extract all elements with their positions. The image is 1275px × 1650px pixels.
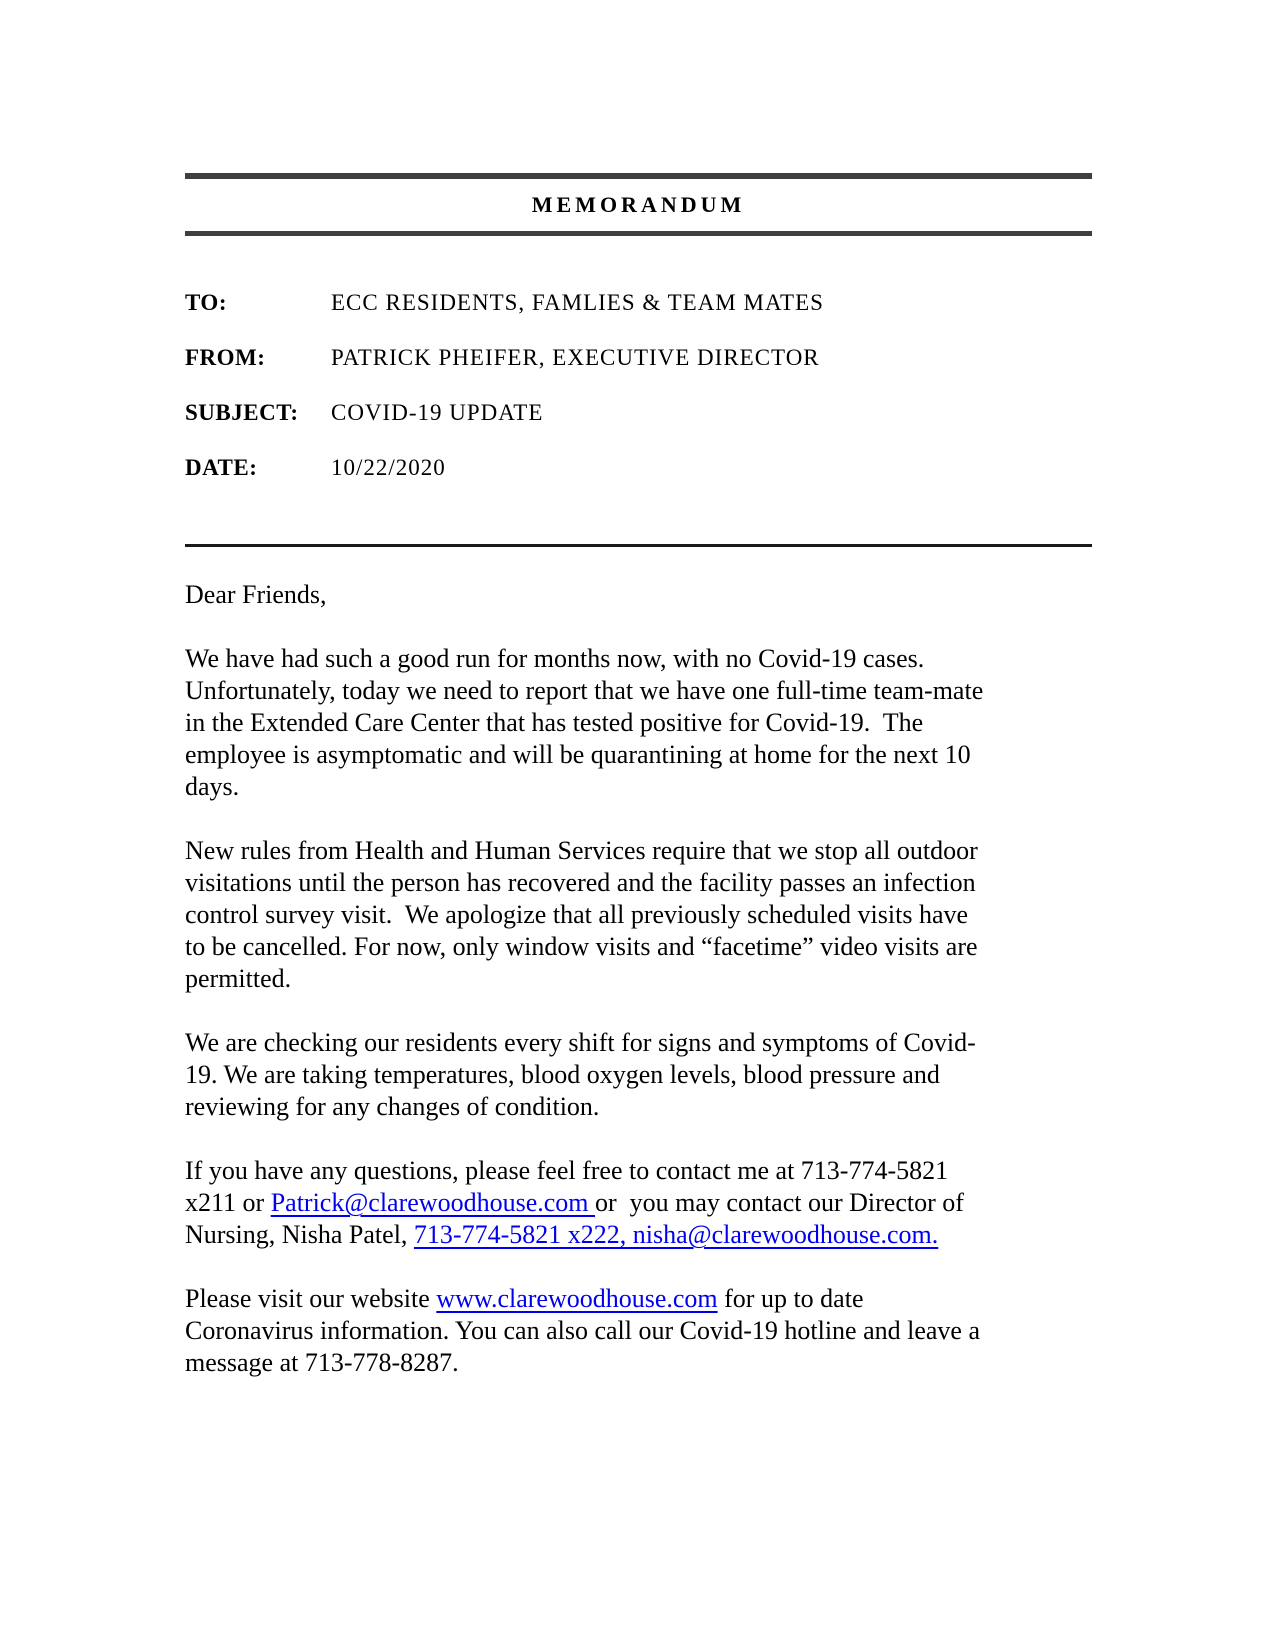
text-run: 19. We are taking temperatures, blood oxygen levels, blood pressure and [185,1060,940,1089]
memo-field-value: COVID-19 UPDATE [331,400,544,425]
text-line [185,899,1092,931]
text-line [185,771,1092,803]
memo-field-label: TO: [185,290,227,315]
text-run: permitted. [185,964,292,993]
paragraph [185,1283,1092,1379]
text-line [185,1283,1092,1315]
text-line [185,739,1092,771]
text-line [185,1027,1092,1059]
memorandum [185,173,1092,1411]
memo-field-row-subject [185,399,1092,427]
paragraph [185,643,1092,803]
text-run: to be cancelled. For now, only window visits and “facetime” video visits are [185,932,978,961]
text-run: x211 or [185,1188,271,1217]
memo-field-label: SUBJECT: [185,400,299,425]
text-run: or you may contact our Director of [595,1188,964,1217]
text-run: We are checking our residents every shift for signs and symptoms of Covid- [185,1028,976,1057]
text-line [185,1315,1092,1347]
header-rule-bottom [185,231,1092,236]
memo-body [185,579,1092,1379]
text-run: days. [185,772,240,801]
memo-field-value: ECC RESIDENTS, FAMLIES & TEAM MATES [331,290,824,315]
memo-header-fields [185,289,1092,482]
text-line [185,1347,1092,1379]
paragraph [185,835,1092,995]
text-line [185,1059,1092,1091]
text-run: in the Extended Care Center that has tested positive for Covid-19. The [185,708,924,737]
text-run: Dear Friends, [185,580,327,609]
paragraph [185,1155,1092,1251]
patrick-email-link[interactable]: Patrick@clarewoodhouse.com [270,1188,595,1217]
text-line [185,1219,1092,1251]
text-line [185,867,1092,899]
text-run: New rules from Health and Human Services require that we stop all outdoor [185,836,978,865]
text-run: employee is asymptomatic and will be quarantining at home for the next 10 [185,740,971,769]
memo-title: MEMORANDUM [531,192,746,217]
memo-field-row-date [185,454,1092,482]
paragraph [185,1027,1092,1123]
text-run: Unfortunately, today we need to report that we have one full-time team-mate [185,676,984,705]
memo-field-value: PATRICK PHEIFER, EXECUTIVE DIRECTOR [331,345,820,370]
memo-field-label: DATE: [185,455,258,480]
nursing-contact-link[interactable]: 713-774-5821 x222, nisha@clarewoodhouse.com. [413,1220,939,1249]
text-line [185,579,1092,611]
text-run: Nursing, Nisha Patel, [185,1220,414,1249]
website-link[interactable]: www.clarewoodhouse.com [436,1284,718,1313]
text-run: for up to date [717,1284,864,1313]
text-run: If you have any questions, please feel free to contact me at 713-774-5821 [185,1156,949,1185]
text-line [185,963,1092,995]
memo-field-value: 10/22/2020 [331,455,446,480]
memo-field-label: FROM: [185,345,266,370]
text-run: We have had such a good run for months now, with no Covid-19 cases. [185,644,925,673]
text-line [185,1187,1092,1219]
text-line [185,931,1092,963]
text-run: message at 713-778-8287. [185,1348,459,1377]
text-run: Please visit our website [185,1284,437,1313]
text-run: reviewing for any changes of condition. [185,1092,600,1121]
text-run: Coronavirus information. You can also call our Covid-19 hotline and leave a [185,1316,981,1345]
paragraph [185,579,1092,611]
text-run: control survey visit. We apologize that all previously scheduled visits have [185,900,969,929]
text-line [185,707,1092,739]
memo-field-row-to [185,289,1092,317]
text-line [185,835,1092,867]
text-run: visitations until the person has recovered and the facility passes an infection [185,868,976,897]
text-line [185,1155,1092,1187]
body-divider-rule [185,544,1092,547]
memo-field-row-from [185,344,1092,372]
text-line [185,1091,1092,1123]
text-line [185,643,1092,675]
text-line [185,675,1092,707]
